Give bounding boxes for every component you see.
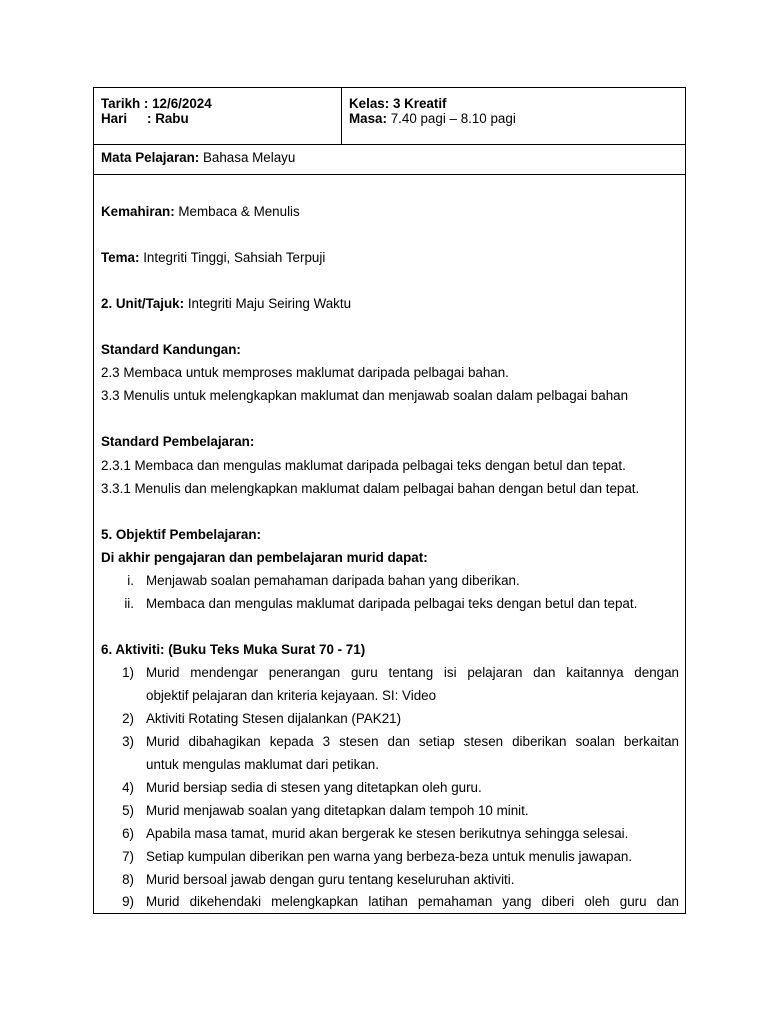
tema-value: Integriti Tinggi, Sahsiah Terpuji (143, 250, 326, 265)
aktiviti-item-line: untuk mengulas maklumat dari petikan. (146, 757, 379, 772)
aktiviti-heading: 6. Aktiviti: (Buku Teks Muka Surat 70 - 71) (101, 642, 366, 657)
tarikh-value: 12/6/2024 (152, 96, 212, 111)
aktiviti-marker: 7) (122, 849, 134, 864)
tema-label: Tema: (101, 250, 140, 265)
aktiviti-marker: 5) (122, 803, 134, 818)
aktiviti-marker: 3) (122, 734, 134, 749)
unit-label: 2. Unit/Tajuk: (101, 296, 185, 311)
kelas-value: 3 Kreatif (392, 96, 447, 111)
kelas-label: Kelas: (349, 96, 390, 111)
masa-line (349, 111, 516, 127)
aktiviti-marker: 6) (122, 826, 134, 841)
aktiviti-item-line: Murid menjawab soalan yang ditetapkan dalam tempoh 10 minit. (146, 803, 529, 818)
aktiviti-marker: 8) (122, 872, 134, 887)
header-divider (341, 88, 342, 144)
lesson-plan-table (93, 87, 686, 914)
aktiviti-item-line: Setiap kumpulan diberikan pen warna yang berbeza-beza untuk menulis jawapan. (146, 849, 633, 864)
kemahiran-line (101, 204, 300, 220)
objektif-item: Menjawab soalan pemahaman daripada bahan yang diberikan. (146, 573, 520, 588)
aktiviti-item-line: Apabila masa tamat, murid akan bergerak ke stesen berikutnya sehingga selesai. (146, 826, 629, 841)
unit-value: Integriti Maju Seiring Waktu (187, 296, 352, 311)
standard-pembelajaran-item: 2.3.1 Membaca dan mengulas maklumat daripada pelbagai teks dengan betul dan tepat. (101, 458, 626, 473)
aktiviti-item-line: Murid mendengar penerangan guru tentang isi pelajaran dan kaitannya dengan (146, 665, 679, 680)
aktiviti-item-line: Aktiviti Rotating Stesen dijalankan (PAK21) (146, 711, 402, 726)
aktiviti-item-line: objektif pelajaran dan kriteria kejayaan. SI: Video (146, 688, 437, 703)
standard-kandungan-heading: Standard Kandungan: (101, 342, 241, 357)
aktiviti-item-line: Murid bersiap sedia di stesen yang ditetapkan oleh guru. (146, 780, 482, 795)
aktiviti-item-line: Murid dibahagikan kepada 3 stesen dan setiap stesen diberikan soalan berkaitan (146, 734, 679, 749)
standard-pembelajaran-heading: Standard Pembelajaran: (101, 434, 255, 449)
tarikh-line: Tarikh : 12/6/2024 (101, 96, 212, 111)
unit-line (101, 296, 351, 312)
tema-line (101, 250, 325, 266)
aktiviti-item-line: Murid dikehendaki melengkapkan latihan pemahaman yang diberi oleh guru dan (146, 894, 679, 909)
subject-value: Bahasa Melayu (202, 150, 296, 165)
standard-pembelajaran-item: 3.3.1 Menulis dan melengkapkan maklumat dalam pelbagai bahan dengan betul dan tepat. (101, 481, 640, 496)
masa-value: 7.40 pagi – 8.10 pagi (390, 111, 516, 126)
kemahiran-value: Membaca & Menulis (178, 204, 300, 219)
aktiviti-marker: 2) (122, 711, 134, 726)
subject-line (101, 150, 295, 166)
aktiviti-item-line: Murid bersoal jawab dengan guru tentang keseluruhan aktiviti. (146, 872, 515, 887)
subject-label: Mata Pelajaran: (101, 150, 200, 165)
subject-row (94, 144, 685, 175)
objektif-subheading: Di akhir pengajaran dan pembelajaran murid dapat: (101, 550, 428, 565)
objektif-marker: ii. (124, 596, 134, 611)
kemahiran-label: Kemahiran: (101, 204, 175, 219)
aktiviti-marker: 1) (122, 665, 134, 680)
header-row (94, 88, 685, 145)
objektif-heading: 5. Objektif Pembelajaran: (101, 527, 262, 542)
aktiviti-marker: 9) (122, 894, 134, 909)
masa-label: Masa: (349, 111, 387, 126)
hari-value: Rabu (155, 111, 189, 126)
hari-line: Hari : Rabu (101, 111, 189, 126)
kelas-line (349, 96, 447, 112)
objektif-item: Membaca dan mengulas maklumat daripada pelbagai teks dengan betul dan tepat. (146, 596, 638, 611)
aktiviti-marker: 4) (122, 780, 134, 795)
tarikh-label: Tarikh (101, 96, 141, 111)
standard-kandungan-item: 2.3 Membaca untuk memproses maklumat daripada pelbagai bahan. (101, 365, 509, 380)
objektif-marker: i. (127, 573, 134, 588)
hari-label: Hari (101, 111, 128, 126)
standard-kandungan-item: 3.3 Menulis untuk melengkapkan maklumat dan menjawab soalan dalam pelbagai bahan (101, 388, 629, 403)
